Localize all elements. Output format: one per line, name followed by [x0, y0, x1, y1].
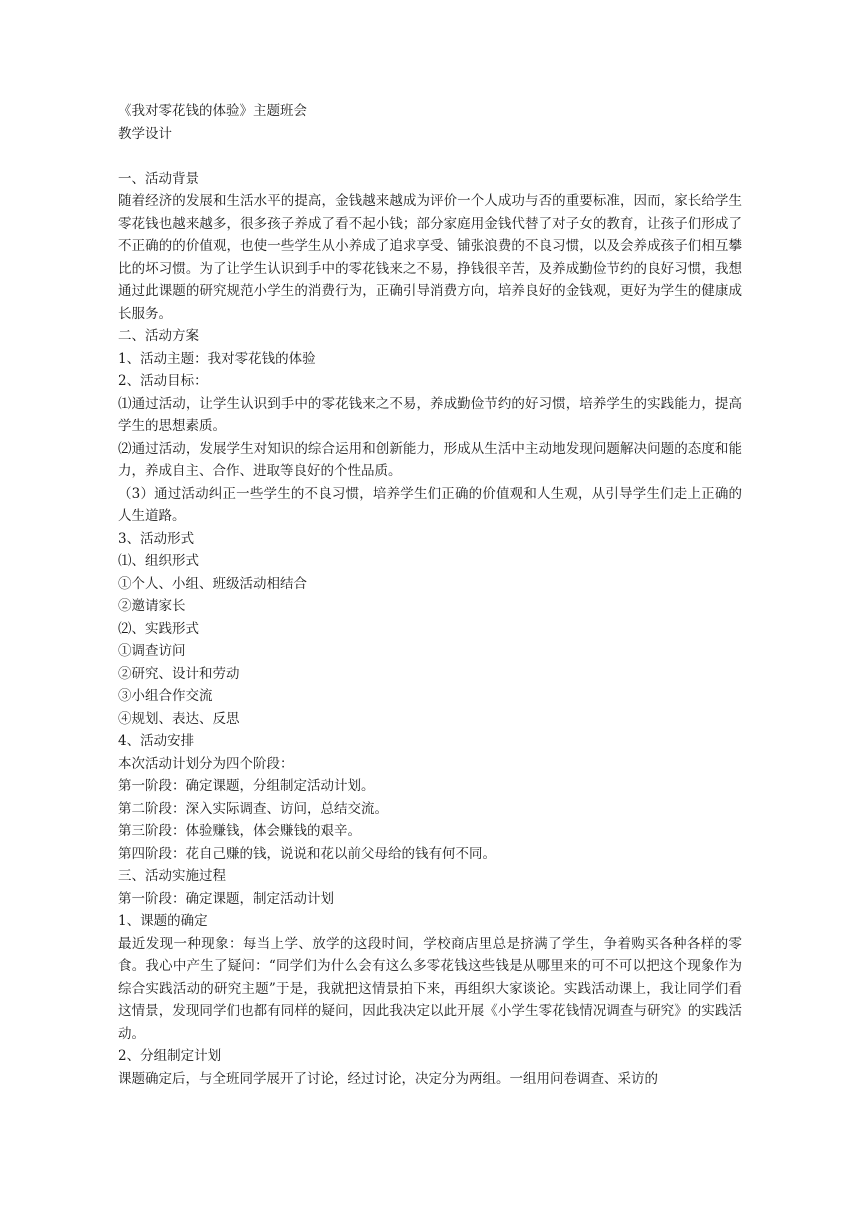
section-line: 第一阶段：确定课题，分组制定活动计划。 — [118, 778, 375, 794]
document-subtitle: 教学设计 — [118, 125, 172, 142]
section-line: ④规划、表达、反思 — [118, 710, 240, 727]
document-body — [118, 100, 742, 1090]
section-line: 1、活动主题：我对零花钱的体验 — [118, 350, 316, 367]
paragraph: 课题确定后，与全班同学展开了讨论，经过讨论，决定分为两组。一组用问卷调查、采访的 — [118, 1070, 658, 1087]
paragraph: 随着经济的发展和生活水平的提高，金钱越来越成为评价一个人成功与否的重要标准，因而，家长给学生零花钱也越来越多，很多孩子养成了看不起小钱；部分家庭用金钱代替了对子女的教育，让孩子们形成了不正确的的价值观，也使一些学生从小养成了追求享受、铺张浪费的不良习惯，以及会养成孩子们相互攀比的坏习惯。为了让学生认识到手中的零花钱来之不易，挣钱很辛苦，及养成勤俭节约的良好习惯，我想通过此课题的研究规范小学生的消费行为，正确引导消费方向，培养良好的金钱观，更好为学生的健康成长服务。 — [118, 193, 742, 322]
paragraph: （3）通过活动纠正一些学生的不良习惯，培养学生们正确的价值观和人生观，从引导学生们走上正确的人生道路。 — [118, 485, 742, 524]
section-line: 1、课题的确定 — [118, 913, 208, 929]
section-line: ③小组合作交流 — [118, 688, 213, 704]
paragraph: 最近发现一种现象：每当上学、放学的这段时间，学校商店里总是挤满了学生，争着购买各种各样的零食。我心中产生了疑问：“同学们为什么会有这么多零花钱这些钱是从哪里来的可不可以把这个现象作为综合实践活动的研究主题”于是，我就把这情景拍下来，再组织大家谈论。实践活动课上，我让同学们看这情景，发现同学们也都有同样的疑问，因此我决定以此开展《小学生零花钱情况调查与研究》的实践活动。 — [118, 935, 742, 1042]
section-line: 3、活动形式 — [118, 530, 195, 547]
section-line: ②邀请家长 — [118, 598, 186, 614]
blank-line — [118, 145, 742, 168]
document-title: 《我对零花钱的体验》主题班会 — [118, 103, 307, 119]
section-line: 第四阶段：花自己赚的钱，说说和花以前父母给的钱有何不同。 — [118, 845, 496, 862]
section-line: 2、分组制定计划 — [118, 1048, 222, 1064]
paragraph: ⑵通过活动，发展学生对知识的综合运用和创新能力，形成从生活中主动地发现问题解决问题的态度和能力，养成自主、合作、进取等良好的个性品质。 — [118, 440, 742, 479]
section-heading: 二、活动方案 — [118, 328, 199, 344]
section-line: ⑴、组织形式 — [118, 553, 199, 569]
paragraph: ⑴通过活动，让学生认识到手中的零花钱来之不易，养成勤俭节约的好习惯，培养学生的实践能力，提高学生的思想素质。 — [118, 395, 742, 434]
section-line: ①个人、小组、班级活动相结合 — [118, 575, 307, 592]
section-line: ⑵、实践形式 — [118, 620, 199, 637]
section-line: ①调查访问 — [118, 643, 186, 659]
section-line: ②研究、设计和劳动 — [118, 665, 240, 682]
section-heading: 一、活动背景 — [118, 170, 199, 187]
section-line: 第三阶段：体验赚钱，体会赚钱的艰辛。 — [118, 823, 361, 839]
section-heading: 三、活动实施过程 — [118, 868, 226, 884]
section-line: 第一阶段：确定课题，制定活动计划 — [118, 890, 334, 907]
section-line: 第二阶段：深入实际调查、访问，总结交流。 — [118, 800, 388, 817]
section-line: 2、活动目标： — [118, 373, 208, 389]
section-line: 本次活动计划分为四个阶段： — [118, 755, 294, 772]
section-line: 4、活动安排 — [118, 733, 195, 749]
